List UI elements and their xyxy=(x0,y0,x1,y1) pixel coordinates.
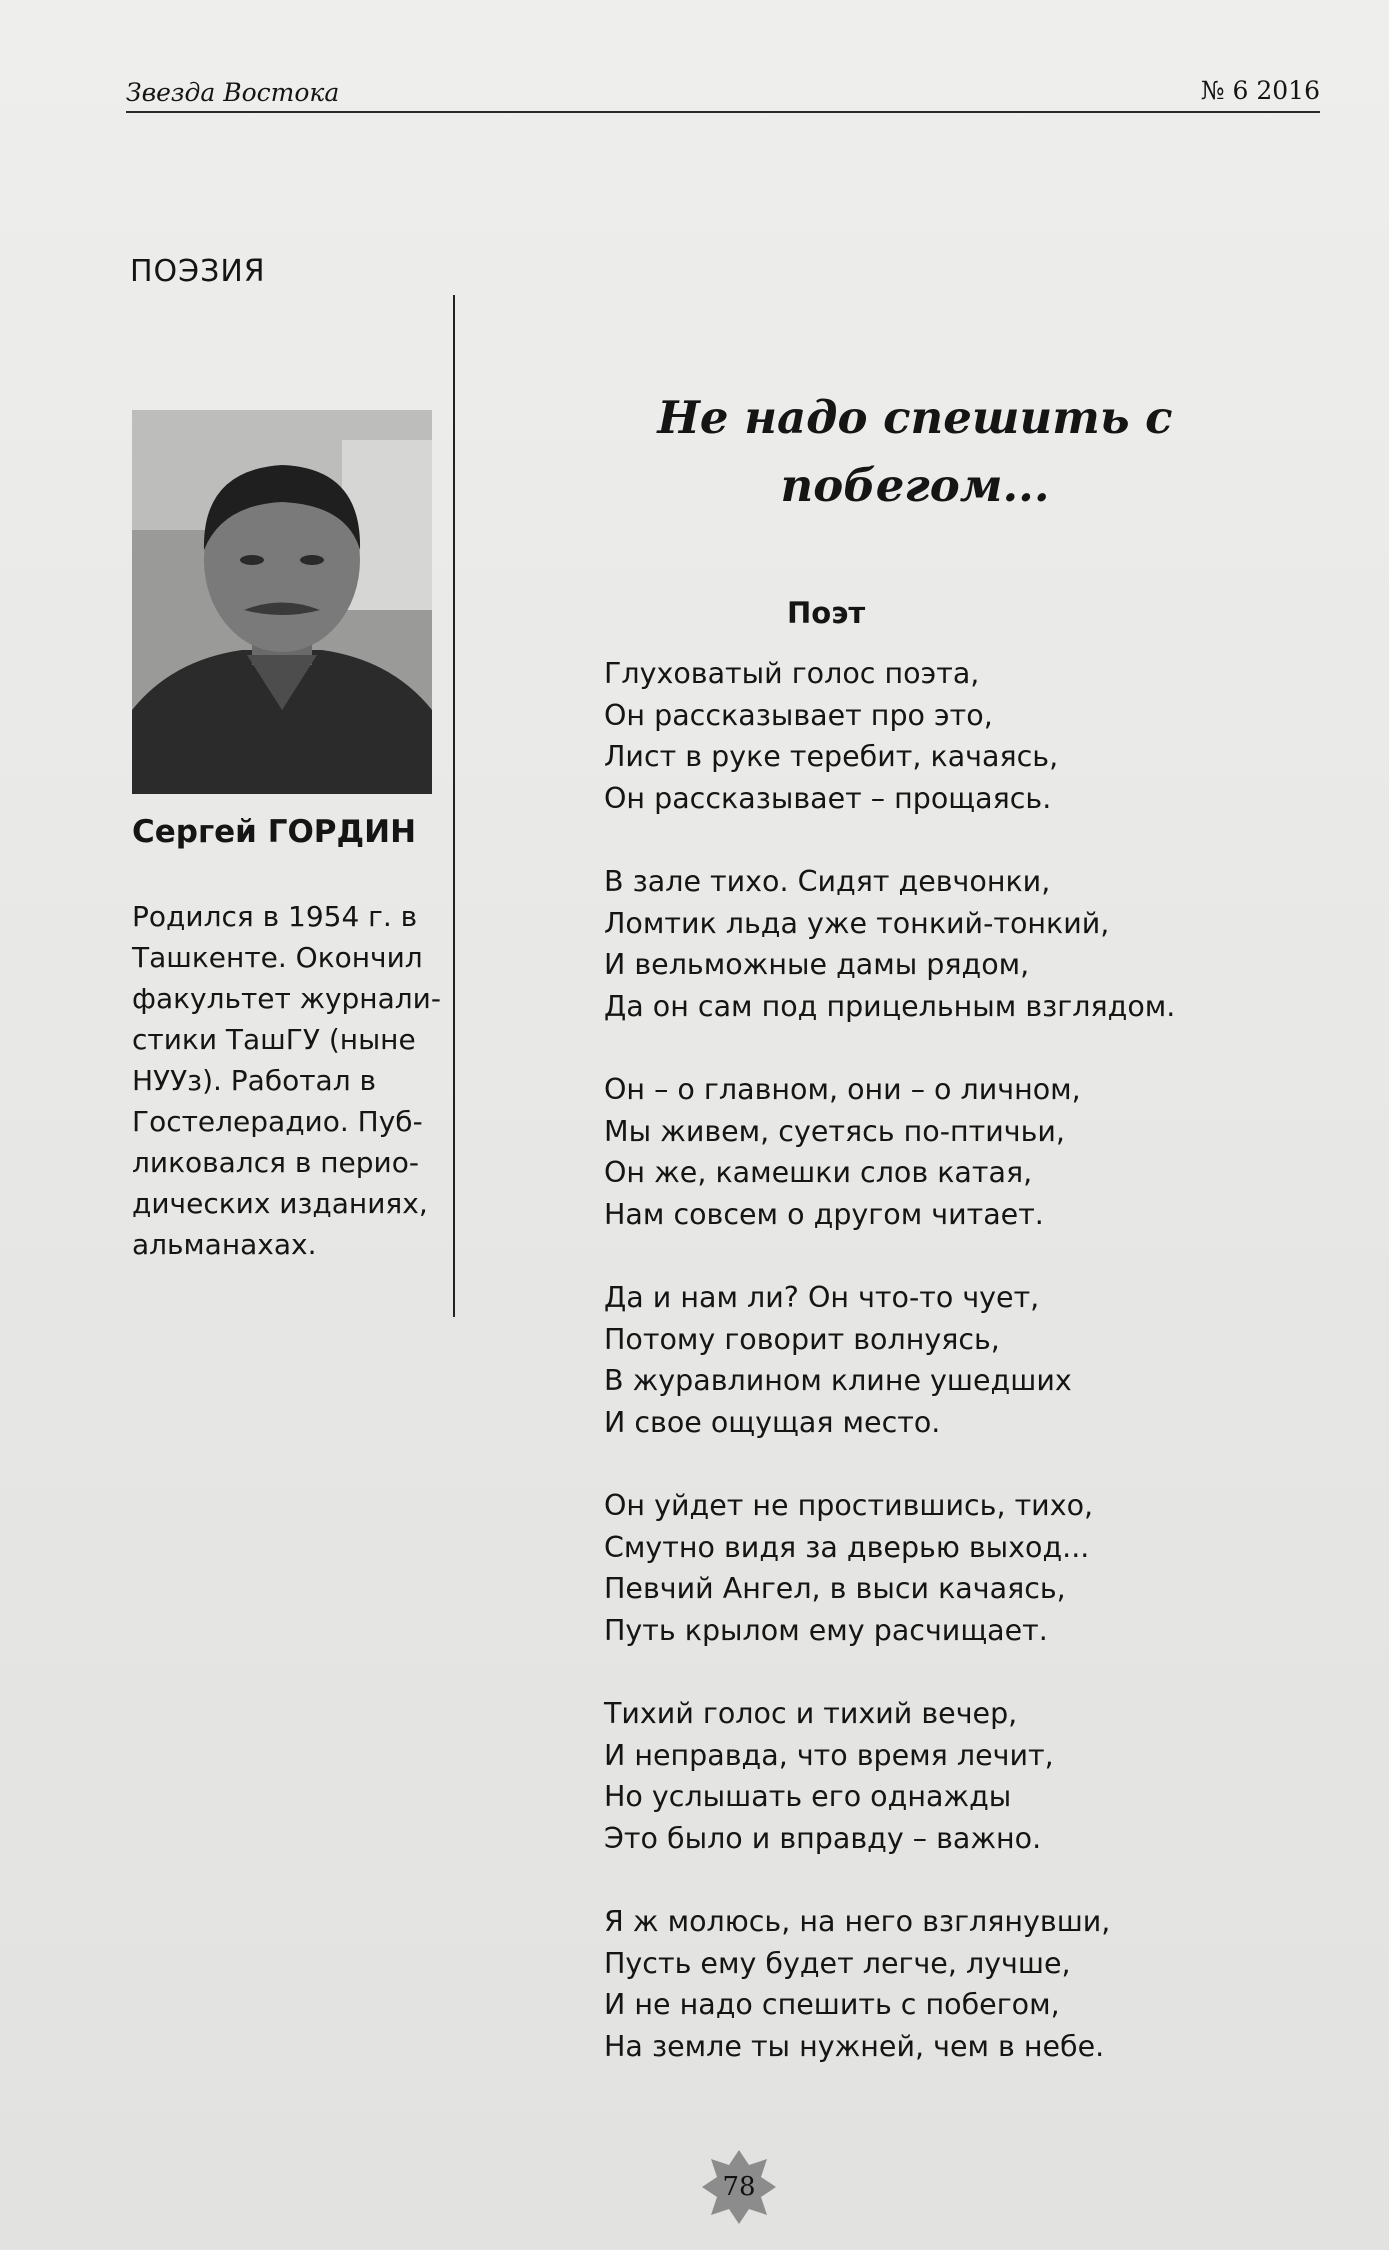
poem-line: Да и нам ли? Он что-то чует, xyxy=(604,1281,1040,1314)
poem-line: Глуховатый голос поэта, xyxy=(604,657,980,690)
stanza xyxy=(604,1485,1304,1651)
poem-line: Он рассказывает про это, xyxy=(604,698,993,732)
bio-line: дических изданиях, xyxy=(132,1187,428,1220)
bio-line: стики ТашГУ (ныне xyxy=(132,1023,416,1056)
bio-line: ликовался в перио- xyxy=(132,1146,419,1179)
article-heading xyxy=(595,384,1235,520)
poem-line: Нам совсем о другом читает. xyxy=(604,1197,1044,1231)
bio-line: факультет журнали- xyxy=(132,982,441,1015)
poem-line: Путь крылом ему расчищает. xyxy=(604,1613,1048,1647)
heading-line: Не надо спешить с xyxy=(657,391,1173,444)
poem-line: В зале тихо. Сидят девчонки, xyxy=(604,865,1051,898)
author-photo xyxy=(132,410,432,794)
poem-line: Он уйдет не простившись, тихо, xyxy=(604,1489,1094,1522)
poem-line: Лист в руке теребит, качаясь, xyxy=(604,740,1059,773)
poem-line: Он же, камешки слов катая, xyxy=(604,1156,1033,1189)
bio-line: Родился в 1954 г. в xyxy=(132,900,418,933)
poem-line: Это было и вправду – важно. xyxy=(604,1821,1042,1855)
page-number: 78 xyxy=(722,2172,756,2202)
poem-line: Потому говорит волнуясь, xyxy=(604,1322,1000,1356)
author-bio xyxy=(132,896,452,1265)
stanza xyxy=(604,1277,1304,1443)
poem-line: И неправда, что время лечит, xyxy=(604,1738,1054,1772)
column-divider xyxy=(453,295,455,1317)
poem-line: В журавлином клине ушедших xyxy=(604,1364,1072,1397)
stanza xyxy=(604,861,1304,1027)
poem-line: На земле ты нужней, чем в небе. xyxy=(604,2029,1105,2063)
poem-title: Поэт xyxy=(787,596,866,630)
poem-line: Он рассказывает – прощаясь. xyxy=(604,781,1052,815)
bio-line: НУУз). Работал в xyxy=(132,1064,377,1097)
author-name: Сергей ГОРДИН xyxy=(132,814,417,850)
poem-line: И не надо спешить с побегом, xyxy=(604,1988,1060,2021)
page-number-badge xyxy=(700,2148,778,2226)
header-divider xyxy=(126,111,1320,113)
poem-line: Смутно видя за дверью выход... xyxy=(604,1530,1090,1564)
heading-line: побегом... xyxy=(780,459,1050,512)
poem-line: И свое ощущая место. xyxy=(604,1405,941,1439)
bio-line: Ташкенте. Окончил xyxy=(132,941,423,974)
poem-line: Он – о главном, они – о личном, xyxy=(604,1073,1081,1106)
running-header xyxy=(126,74,1320,114)
portrait-illustration xyxy=(132,410,432,794)
poem-line: Но услышать его однажды xyxy=(604,1780,1012,1813)
bio-line: Гостелерадио. Пуб- xyxy=(132,1105,423,1138)
poem-line: Пусть ему будет легче, лучше, xyxy=(604,1946,1071,1980)
stanza xyxy=(604,1693,1304,1859)
bio-line: альманахах. xyxy=(132,1228,317,1261)
issue-number: № 6 2016 xyxy=(1200,76,1320,105)
section-label: ПОЭЗИЯ xyxy=(130,254,266,289)
poem-line: И вельможные дамы рядом, xyxy=(604,948,1030,981)
poem-line: Певчий Ангел, в выси качаясь, xyxy=(604,1572,1066,1605)
poem-line: Да он сам под прицельным взглядом. xyxy=(604,989,1176,1023)
poem-body xyxy=(604,653,1304,2109)
poem-line: Ломтик льда уже тонкий-тонкий, xyxy=(604,906,1110,940)
poem-line: Я ж молюсь, на него взглянувши, xyxy=(604,1905,1111,1938)
magazine-title: Звезда Востока xyxy=(126,78,340,107)
poem-line: Тихий голос и тихий вечер, xyxy=(604,1697,1018,1730)
stanza xyxy=(604,653,1304,819)
poem-line: Мы живем, суетясь по-птичьи, xyxy=(604,1114,1065,1148)
stanza xyxy=(604,1069,1304,1235)
stanza xyxy=(604,1901,1304,2067)
